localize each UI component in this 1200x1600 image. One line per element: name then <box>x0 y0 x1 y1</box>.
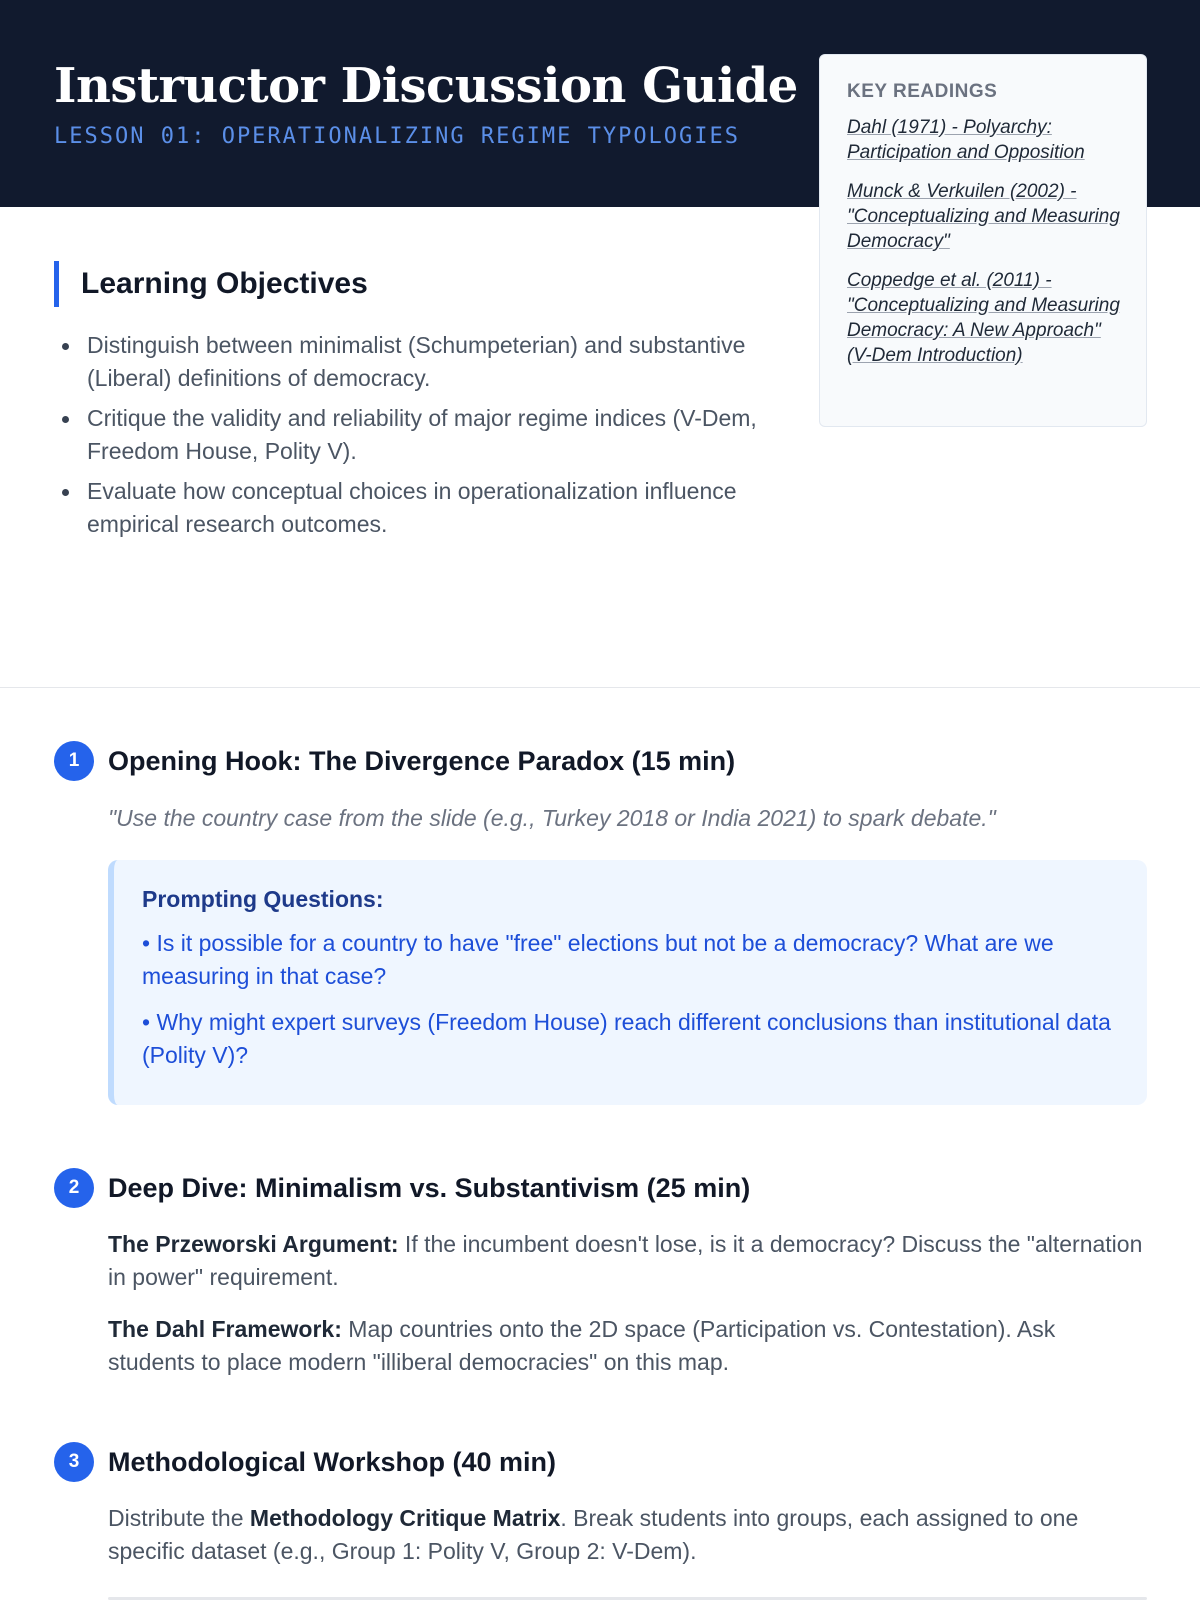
reading-link-coppedge[interactable]: Coppedge et al. (2011) - "Conceptualizing and Measuring Democracy: A New Approach" (V-Dem Introduction) <box>847 270 1120 366</box>
paragraph-text: Distribute the <box>108 1505 250 1531</box>
paragraph-text: If the incumbent doesn't lose, is it a democracy? Discuss the "alternation in power" requirement. <box>108 1231 1143 1290</box>
lesson-subtitle: LESSON 01: OPERATIONALIZING REGIME TYPOLOGIES <box>54 124 741 149</box>
section-header <box>54 741 1147 781</box>
paragraph-text: . Break students into groups, each assigned to one specific dataset (e.g., Group 1: Polity V, Group 2: V-Dem). <box>108 1505 1079 1564</box>
section-body <box>108 1502 1147 1568</box>
prompt-question: • Why might expert surveys (Freedom House) reach different conclusions than institutional data (Polity V)? <box>142 1009 1111 1068</box>
section-body <box>108 805 1147 1105</box>
prompting-questions-heading: Prompting Questions: <box>142 886 384 912</box>
objective-item: Evaluate how conceptual choices in operationalization influence empirical research outcomes. <box>54 475 774 541</box>
key-readings-panel <box>819 54 1147 427</box>
section-header <box>54 1168 1147 1208</box>
step-number-badge: 3 <box>54 1442 94 1482</box>
section-title: Opening Hook: The Divergence Paradox (15 min) <box>108 745 736 776</box>
learning-objectives <box>54 261 774 548</box>
prompt-question: • Is it possible for a country to have "free" elections but not be a democracy? What are we measuring in that case? <box>142 930 1054 989</box>
objectives-list <box>54 329 774 541</box>
workshop-paragraph <box>108 1502 1147 1568</box>
section-title: Deep Dive: Minimalism vs. Substantivism (25 min) <box>108 1172 751 1203</box>
objective-item: Critique the validity and reliability of major regime indices (V-Dem, Freedom House, Polity V). <box>54 402 774 468</box>
reading-link-dahl[interactable]: Dahl (1971) - Polyarchy: Participation and Opposition <box>847 117 1085 163</box>
step-number-badge: 1 <box>54 741 94 781</box>
section-title: Methodological Workshop (40 min) <box>108 1446 557 1477</box>
page-title: Instructor Discussion Guide <box>54 58 798 114</box>
objective-item: Distinguish between minimalist (Schumpeterian) and substantive (Liberal) definitions of democracy. <box>54 329 774 395</box>
paragraph-lead: The Dahl Framework: <box>108 1316 342 1342</box>
section-methodological-workshop <box>54 1442 1147 1568</box>
step-number-badge: 2 <box>54 1168 94 1208</box>
objectives-heading: Learning Objectives <box>54 261 774 307</box>
dahl-paragraph <box>108 1313 1147 1379</box>
instructor-quote: "Use the country case from the slide (e.g., Turkey 2018 or India 2021) to spark debate." <box>108 805 996 831</box>
paragraph-lead: The Przeworski Argument: <box>108 1231 399 1257</box>
paragraph-text: Map countries onto the 2D space (Participation vs. Contestation). Ask students to place modern "illiberal democracies" on this map. <box>108 1316 1056 1375</box>
critique-matrix-name: Methodology Critique Matrix <box>249 1505 561 1531</box>
przeworski-paragraph <box>108 1228 1147 1294</box>
readings-heading: KEY READINGS <box>847 81 998 102</box>
section-body <box>108 1228 1147 1379</box>
section-deep-dive <box>54 1168 1147 1379</box>
reading-link-munck[interactable]: Munck & Verkuilen (2002) - "Conceptualizing and Measuring Democracy" <box>847 181 1120 252</box>
section-opening-hook <box>54 741 1147 1105</box>
prompting-questions-box <box>108 860 1147 1105</box>
section-header <box>54 1442 1147 1482</box>
